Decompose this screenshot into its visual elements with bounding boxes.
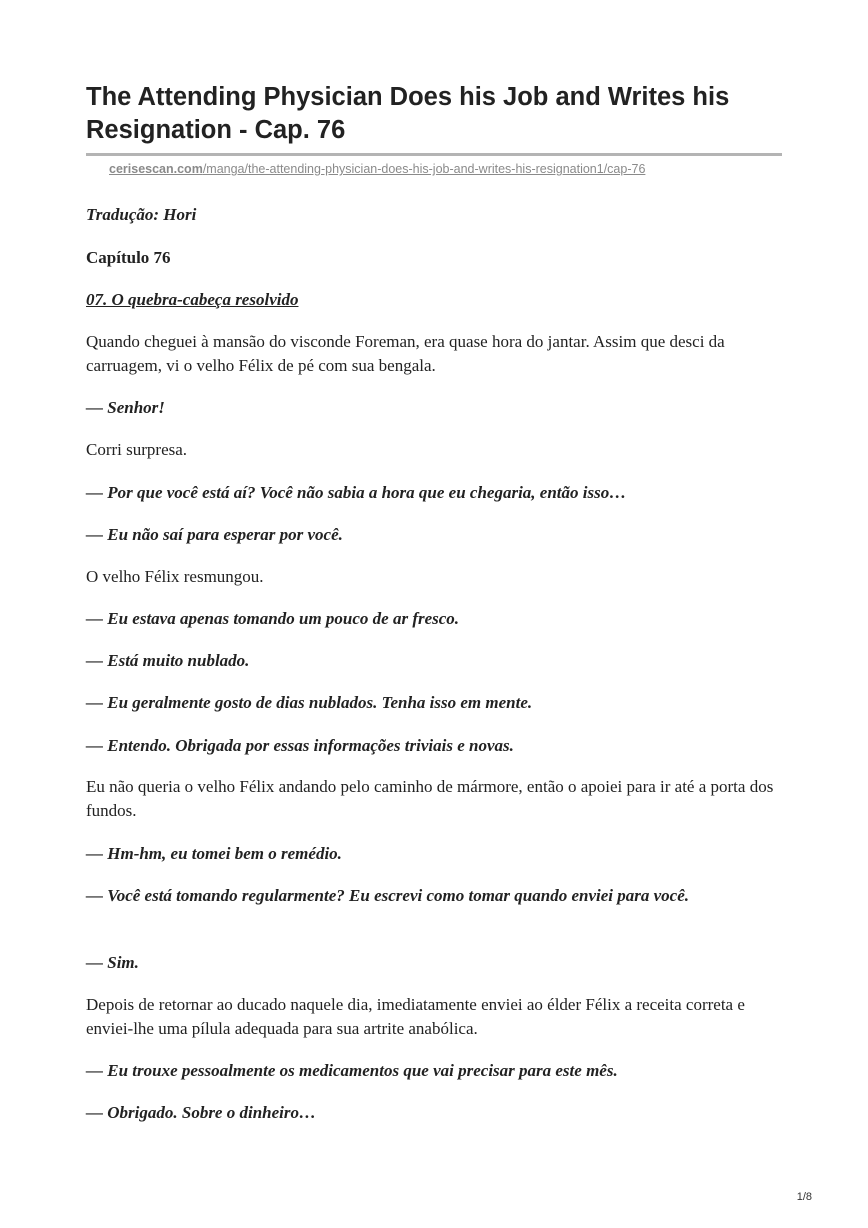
dialogue-line: — Senhor!	[86, 398, 165, 417]
dialogue-line: — Eu estava apenas tomando um pouco de ar fresco.	[86, 609, 460, 628]
narration-paragraph: Quando cheguei à mansão do visconde Foreman, era quase hora do jantar. Assim que desci da carruagem, vi o velho Félix de pé com sua bengala.	[86, 332, 725, 375]
source-domain[interactable]: cerisescan.com	[109, 162, 203, 176]
chapter-label: Capítulo 76	[86, 248, 171, 267]
narration-paragraph: Depois de retornar ao ducado naquele dia, imediatamente enviei ao élder Félix a receita correta e enviei-lhe uma pílula adequada para sua artrite anabólica.	[86, 995, 745, 1038]
dialogue-line: — Entendo. Obrigada por essas informações triviais e novas.	[86, 736, 514, 755]
source-link[interactable]	[109, 160, 645, 178]
section-heading: 07. O quebra-cabeça resolvido	[86, 290, 299, 309]
dialogue-line: — Eu geralmente gosto de dias nublados. Tenha isso em mente.	[86, 693, 533, 712]
page-number: 1/8	[796, 1191, 812, 1203]
dialogue-line: — Hm-hm, eu tomei bem o remédio.	[86, 844, 342, 863]
dialogue-line: — Eu não saí para esperar por você.	[86, 525, 343, 544]
narration-paragraph: Corri surpresa.	[86, 440, 188, 459]
dialogue-line: — Está muito nublado.	[86, 651, 250, 670]
title-divider	[86, 153, 782, 156]
document-title: The Attending Physician Does his Job and Writes his Resignation - Cap. 76	[86, 83, 730, 144]
dialogue-line: — Obrigado. Sobre o dinheiro…	[86, 1103, 316, 1122]
narration-paragraph: O velho Félix resmungou.	[86, 567, 264, 586]
dialogue-line: — Eu trouxe pessoalmente os medicamentos que vai precisar para este mês.	[86, 1061, 618, 1080]
dialogue-line: — Sim.	[86, 953, 139, 972]
dialogue-line: — Por que você está aí? Você não sabia a hora que eu chegaria, então isso…	[86, 483, 627, 502]
dialogue-line: — Você está tomando regularmente? Eu escrevi como tomar quando enviei para você.	[86, 886, 689, 905]
translator-credit: Tradução: Hori	[86, 205, 197, 224]
source-path[interactable]: /manga/the-attending-physician-does-his-job-and-writes-his-resignation1/cap-76	[202, 162, 646, 176]
narration-paragraph: Eu não queria o velho Félix andando pelo caminho de mármore, então o apoiei para ir até a porta dos fundos.	[86, 777, 774, 820]
